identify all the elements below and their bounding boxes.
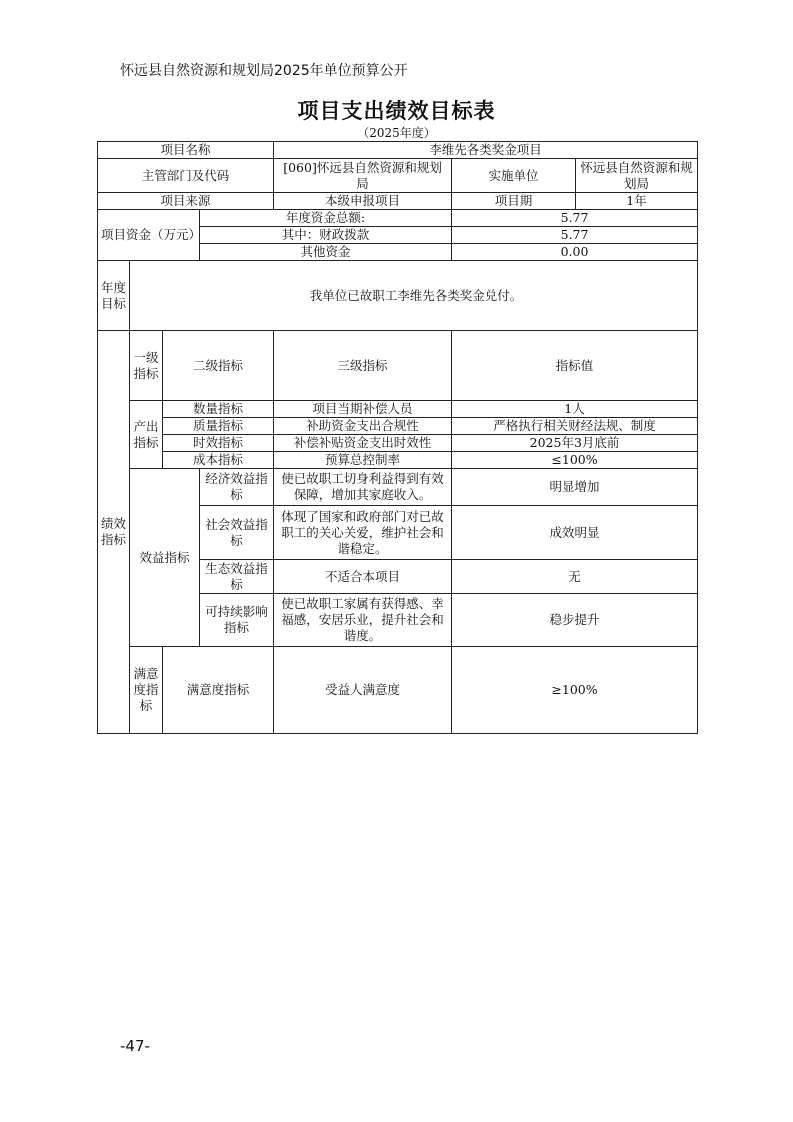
- output-l3: 项目当期补偿人员: [274, 401, 452, 418]
- col-level1: 一级指标: [130, 331, 163, 401]
- output-value: 2025年3月底前: [452, 435, 698, 452]
- output-row: [98, 435, 698, 452]
- project-name-row: [98, 142, 698, 159]
- output-l2: 质量指标: [163, 418, 274, 435]
- benefit-label: 效益指标: [130, 469, 200, 647]
- document-header: 怀远县自然资源和规划局2025年单位预算公开: [120, 63, 408, 79]
- satisfaction-l3: 受益人满意度: [274, 647, 452, 734]
- benefit-value: 稳步提升: [452, 594, 698, 647]
- output-l2: 时效指标: [163, 435, 274, 452]
- indicator-header-row: [98, 331, 698, 401]
- funds-fiscal-value: 5.77: [452, 227, 698, 244]
- annual-goal-label: 年度目标: [98, 261, 130, 331]
- output-value: 严格执行相关财经法规、制度: [452, 418, 698, 435]
- output-l3: 补偿补贴资金支出时效性: [274, 435, 452, 452]
- output-row: [98, 452, 698, 469]
- col-value: 指标值: [452, 331, 698, 401]
- output-l3: 预算总控制率: [274, 452, 452, 469]
- benefit-l2: 生态效益指标: [200, 560, 274, 594]
- benefit-l3: 不适合本项目: [274, 560, 452, 594]
- funds-total-value: 5.77: [452, 210, 698, 227]
- output-row: [98, 418, 698, 435]
- benefit-row: [98, 469, 698, 506]
- satisfaction-label: 满意度指标: [130, 647, 163, 734]
- annual-goal-row: [98, 261, 698, 331]
- col-level2: 二级指标: [163, 331, 274, 401]
- funds-other-label: 其他资金: [200, 244, 452, 261]
- funds-other-value: 0.00: [452, 244, 698, 261]
- benefit-value: 明显增加: [452, 469, 698, 506]
- department-row: [98, 159, 698, 193]
- impl-unit-label: 实施单位: [452, 159, 576, 193]
- satisfaction-value: ≥100%: [452, 647, 698, 734]
- period-value: 1年: [576, 193, 698, 210]
- funds-total-label: 年度资金总额:: [200, 210, 452, 227]
- output-value: ≤100%: [452, 452, 698, 469]
- satisfaction-row: [98, 647, 698, 734]
- output-label: 产出指标: [130, 401, 163, 469]
- funds-total-row: [98, 210, 698, 227]
- page-title: 项目支出绩效目标表: [297, 99, 496, 123]
- source-label: 项目来源: [98, 193, 274, 210]
- benefit-l3: 体现了国家和政府部门对已故职工的关心关爱，维护社会和谐稳定。: [274, 506, 452, 560]
- project-name-value: 李维先各类奖金项目: [274, 142, 698, 159]
- project-name-label: 项目名称: [98, 142, 274, 159]
- period-label: 项目期: [452, 193, 576, 210]
- col-level3: 三级指标: [274, 331, 452, 401]
- output-value: 1人: [452, 401, 698, 418]
- funds-label: 项目资金（万元）: [98, 210, 200, 261]
- output-l2: 数量指标: [163, 401, 274, 418]
- fiscal-year-subtitle: （2025年度）: [357, 126, 436, 140]
- dept-value: [060]怀远县自然资源和规划局: [274, 159, 452, 193]
- perf-label: 绩效指标: [98, 331, 130, 734]
- benefit-value: 成效明显: [452, 506, 698, 560]
- impl-unit-value: 怀远县自然资源和规划局: [576, 159, 698, 193]
- satisfaction-l2: 满意度指标: [163, 647, 274, 734]
- benefit-l2: 可持续影响指标: [200, 594, 274, 647]
- benefit-value: 无: [452, 560, 698, 594]
- benefit-l2: 经济效益指标: [200, 469, 274, 506]
- annual-goal-text: 我单位已故职工李维先各类奖金兑付。: [130, 261, 698, 331]
- benefit-l3: 使已故职工切身利益得到有效保障，增加其家庭收入。: [274, 469, 452, 506]
- benefit-l2: 社会效益指标: [200, 506, 274, 560]
- dept-label: 主管部门及代码: [98, 159, 274, 193]
- benefit-l3: 使已故职工家属有获得感、幸福感，安居乐业，提升社会和谐度。: [274, 594, 452, 647]
- source-value: 本级申报项目: [274, 193, 452, 210]
- output-l3: 补助资金支出合规性: [274, 418, 452, 435]
- source-row: [98, 193, 698, 210]
- output-l2: 成本指标: [163, 452, 274, 469]
- performance-goal-table: [97, 141, 698, 734]
- output-row: [98, 401, 698, 418]
- page-number: -47-: [120, 1037, 150, 1055]
- funds-fiscal-label: 其中：财政拨款: [200, 227, 452, 244]
